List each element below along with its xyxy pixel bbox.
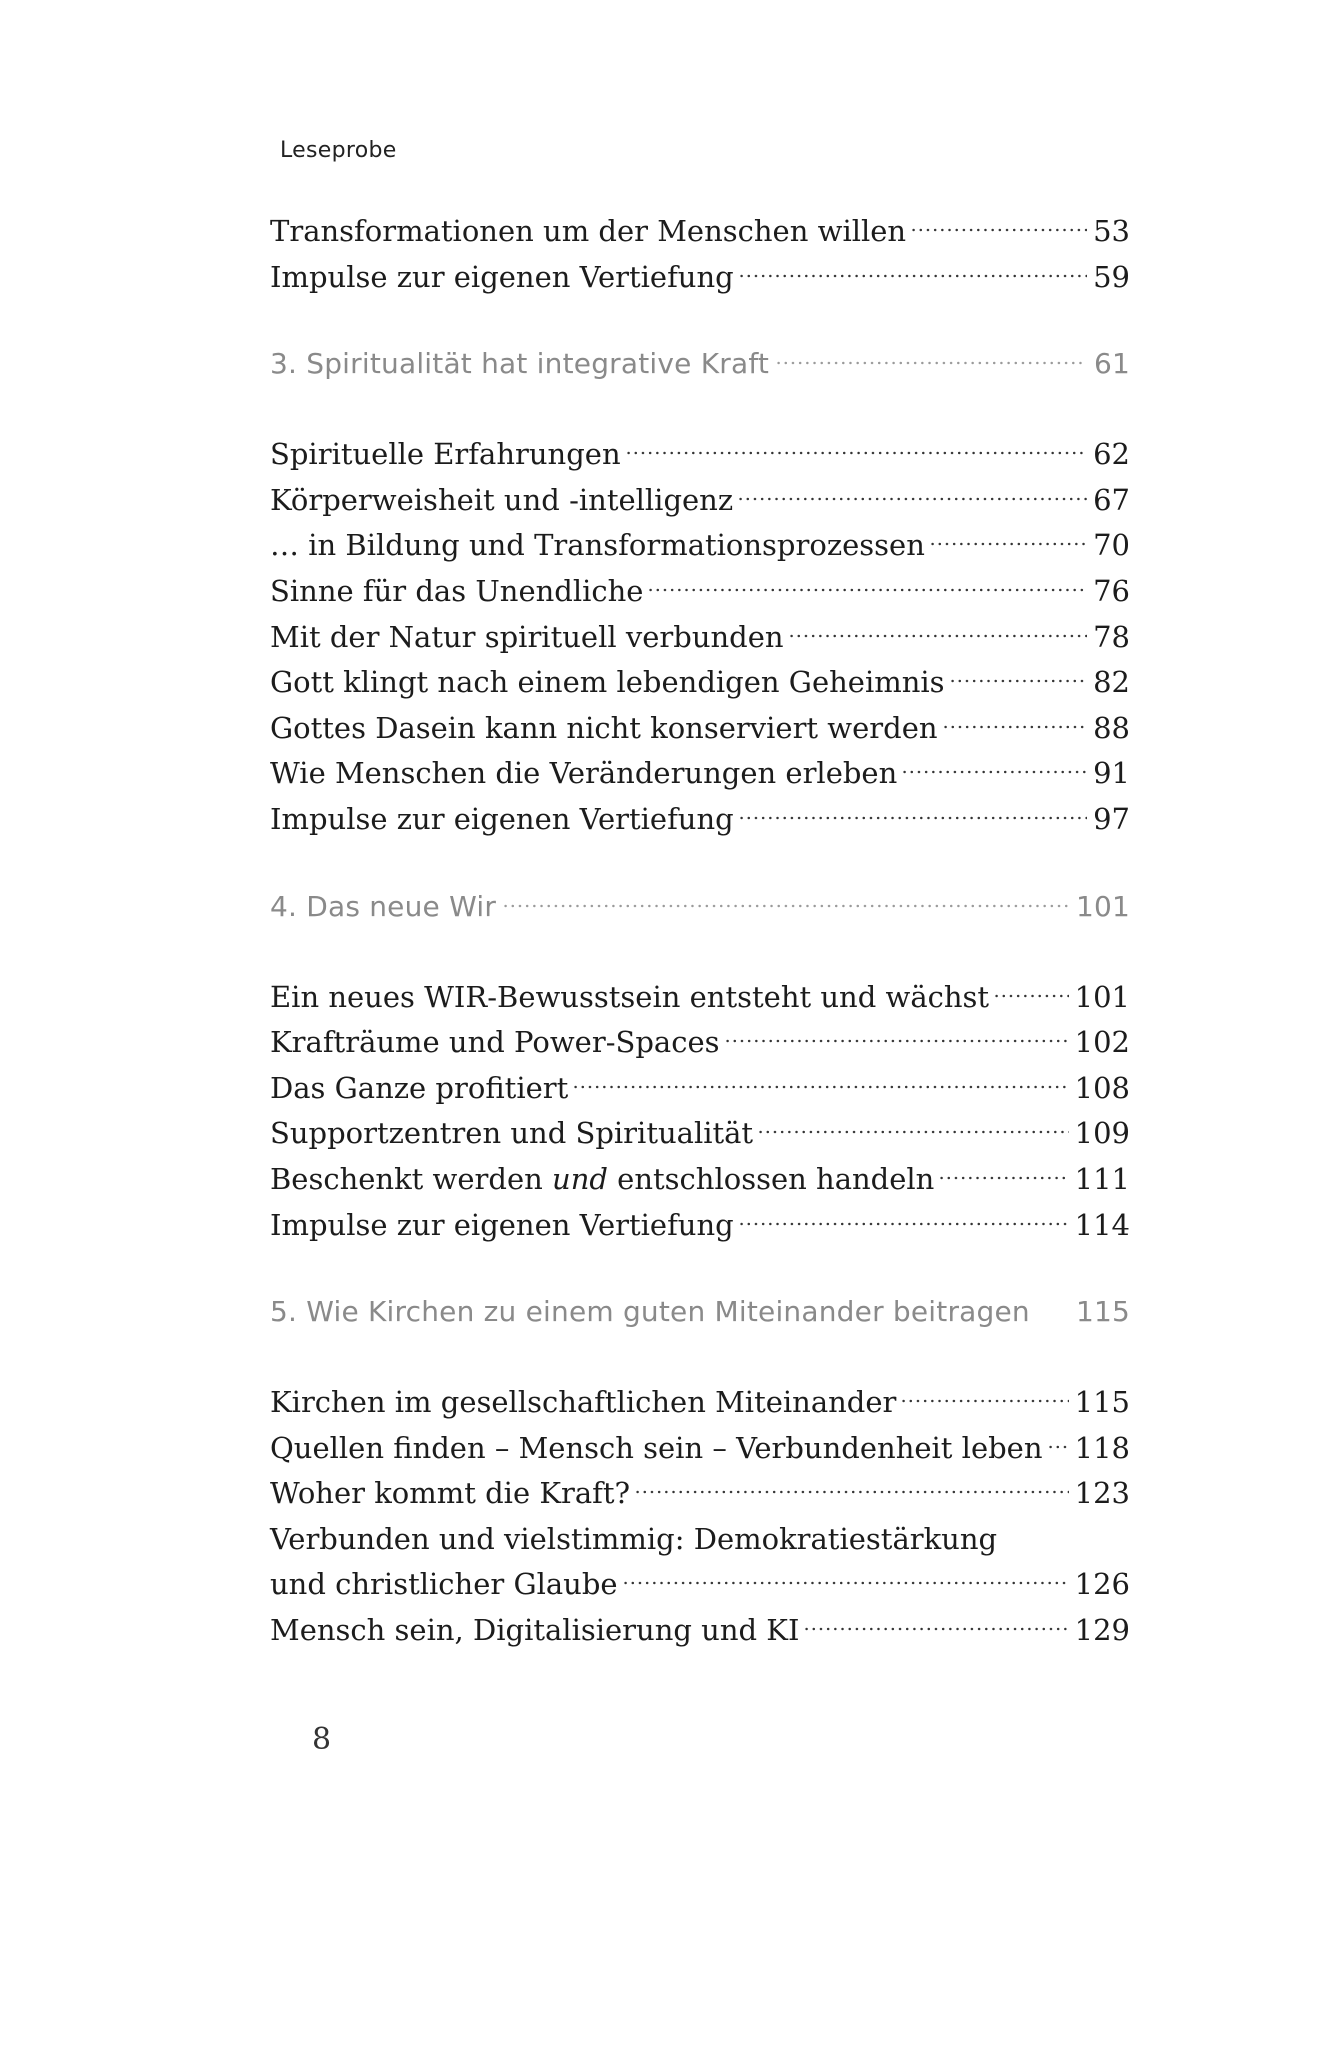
toc-entry[interactable] <box>270 1431 1130 1477</box>
toc-entry[interactable] <box>270 1385 1130 1431</box>
toc-entry[interactable] <box>270 711 1130 757</box>
leader-dots <box>803 1624 1068 1634</box>
chapter-4-entries <box>270 980 1130 1254</box>
toc-entry-page: 108 <box>1074 1070 1130 1105</box>
leader-dots <box>938 1173 1068 1183</box>
toc-entry-page: 91 <box>1093 756 1130 791</box>
leader-spacer <box>1036 1306 1070 1316</box>
toc-entry-title: Supportzentren und Spiritualität <box>270 1116 754 1151</box>
leader-dots <box>775 358 1086 368</box>
toc-entry-page: 59 <box>1093 259 1130 294</box>
toc-entry-title: Spirituelle Erfahrungen <box>270 437 621 472</box>
toc-entry[interactable] <box>270 1613 1130 1659</box>
chapter-3-entries <box>270 437 1130 847</box>
toc-entry-title: Mensch sein, Digitalisierung und KI <box>270 1613 800 1648</box>
toc-entry[interactable] <box>270 620 1130 666</box>
toc-entry-page: 97 <box>1093 801 1130 836</box>
chapter-title: 4. Das neue Wir <box>270 889 497 923</box>
chapter-page: 61 <box>1093 347 1130 381</box>
leader-dots <box>993 991 1069 1001</box>
toc-entry[interactable] <box>270 1476 1130 1522</box>
toc-entry-title <box>270 1162 934 1196</box>
toc-entry-page: 109 <box>1074 1116 1130 1151</box>
leader-dots <box>647 585 1087 595</box>
toc-entry-title: … in Bildung und Transformationsprozessen <box>270 528 925 563</box>
leader-dots <box>1047 1442 1069 1452</box>
toc-entry-title: Gottes Dasein kann nicht konserviert werden <box>270 710 938 745</box>
chapter-5-entries <box>270 1385 1130 1659</box>
toc-entry-title: Krafträume und Power-Spaces <box>270 1025 720 1060</box>
chapter-heading-3[interactable] <box>270 347 1130 395</box>
toc-entry-title-part: entschlossen handeln <box>607 1161 935 1196</box>
toc-entry-page: 82 <box>1093 665 1130 700</box>
leader-dots <box>625 448 1087 458</box>
toc-entry-title: Quellen finden – Mensch sein – Verbundenheit leben <box>270 1430 1043 1465</box>
page-number: 8 <box>312 1722 332 1757</box>
toc-entry[interactable] <box>270 214 1130 260</box>
toc-entry[interactable] <box>270 1025 1130 1071</box>
chapter-title: 5. Wie Kirchen zu einem guten Miteinander beitragen <box>270 1295 1030 1329</box>
toc-entry-page: 111 <box>1074 1161 1130 1196</box>
toc-entry-title: Transformationen um der Menschen willen <box>270 214 907 248</box>
toc-entry-title: und christlicher Glaube <box>270 1567 618 1602</box>
toc-entry[interactable] <box>270 260 1130 306</box>
toc-entry-page: 78 <box>1093 619 1130 654</box>
toc-entry-title: Wie Menschen die Veränderungen erleben <box>270 756 898 791</box>
leader-dots <box>900 1396 1068 1406</box>
chapter-page: 101 <box>1075 889 1130 923</box>
toc-entry-title: Sinne für das Unendliche <box>270 573 644 608</box>
toc-entry-title: Gott klingt nach einem lebendigen Geheimnis <box>270 665 945 700</box>
toc-entry-title: Das Ganze profitiert <box>270 1070 569 1105</box>
toc-entry[interactable] <box>270 574 1130 620</box>
toc-entry-line-2[interactable] <box>270 1567 1130 1613</box>
toc-entry-title: Ein neues WIR-Bewusstsein entsteht und wächst <box>270 979 990 1014</box>
leader-dots <box>910 225 1087 235</box>
toc-entry[interactable] <box>270 1116 1130 1162</box>
leader-dots <box>929 539 1087 549</box>
toc-entry-line-1[interactable] <box>270 1522 1130 1568</box>
chapter-title: 3. Spiritualität hat integrative Kraft <box>270 347 770 381</box>
toc-intro-section <box>270 214 1130 305</box>
toc-entry-title: Impulse zur eigenen Vertiefung <box>270 259 734 294</box>
toc-entry[interactable] <box>270 756 1130 802</box>
leader-dots <box>788 631 1088 641</box>
table-of-contents <box>270 214 1130 1659</box>
toc-entry-title-emphasis: und <box>552 1161 608 1196</box>
leader-dots <box>572 1082 1068 1092</box>
toc-entry-title: Woher kommt die Kraft? <box>270 1476 631 1511</box>
toc-entry-page: 129 <box>1074 1613 1130 1648</box>
toc-entry[interactable] <box>270 665 1130 711</box>
toc-entry[interactable] <box>270 483 1130 529</box>
toc-entry[interactable] <box>270 802 1130 848</box>
toc-entry[interactable] <box>270 1162 1130 1208</box>
leader-dots <box>737 494 1087 504</box>
toc-entry-title: Mit der Natur spirituell verbunden <box>270 619 784 654</box>
toc-entry-page: 70 <box>1093 528 1130 563</box>
chapter-page: 115 <box>1075 1295 1130 1329</box>
leader-dots <box>738 813 1087 823</box>
leader-dots <box>942 722 1088 732</box>
leader-dots <box>502 901 1068 911</box>
toc-entry-title: Impulse zur eigenen Vertiefung <box>270 1207 734 1242</box>
leader-dots <box>949 676 1088 686</box>
toc-entry-page: 67 <box>1093 482 1130 517</box>
chapter-heading-4[interactable] <box>270 890 1130 938</box>
toc-entry-page: 76 <box>1093 573 1130 608</box>
leader-dots <box>901 767 1087 777</box>
toc-entry[interactable] <box>270 528 1130 574</box>
leader-dots <box>738 1219 1069 1229</box>
toc-entry-page: 123 <box>1074 1476 1130 1511</box>
leader-dots <box>724 1036 1069 1046</box>
toc-entry-page: 88 <box>1093 710 1130 745</box>
leader-dots <box>622 1578 1069 1588</box>
toc-entry-title: Verbunden und vielstimmig: Demokratiestärkung <box>270 1521 998 1556</box>
toc-entry-page: 114 <box>1074 1207 1130 1242</box>
leader-dots <box>757 1127 1069 1137</box>
chapter-heading-5[interactable] <box>270 1295 1130 1343</box>
toc-entry[interactable] <box>270 980 1130 1026</box>
toc-entry-page: 101 <box>1074 979 1130 1014</box>
leader-dots <box>634 1487 1069 1497</box>
leseprobe-label: Leseprobe <box>280 138 397 163</box>
leader-dots <box>738 271 1087 281</box>
toc-entry-page: 102 <box>1074 1025 1130 1060</box>
toc-entry-title: Impulse zur eigenen Vertiefung <box>270 801 734 836</box>
toc-entry[interactable] <box>270 1071 1130 1117</box>
toc-entry-title: Körperweisheit und -intelligenz <box>270 482 734 517</box>
toc-entry-title: Kirchen im gesellschaftlichen Miteinander <box>270 1385 897 1420</box>
toc-entry-title-part: Beschenkt werden <box>270 1161 553 1196</box>
toc-entry-page: 53 <box>1093 214 1130 248</box>
toc-entry-page: 126 <box>1074 1567 1130 1602</box>
toc-entry[interactable] <box>270 437 1130 483</box>
toc-entry[interactable] <box>270 1208 1130 1254</box>
toc-entry-page: 115 <box>1074 1385 1130 1420</box>
toc-entry-page: 62 <box>1093 437 1130 472</box>
toc-entry-page: 118 <box>1074 1430 1130 1465</box>
